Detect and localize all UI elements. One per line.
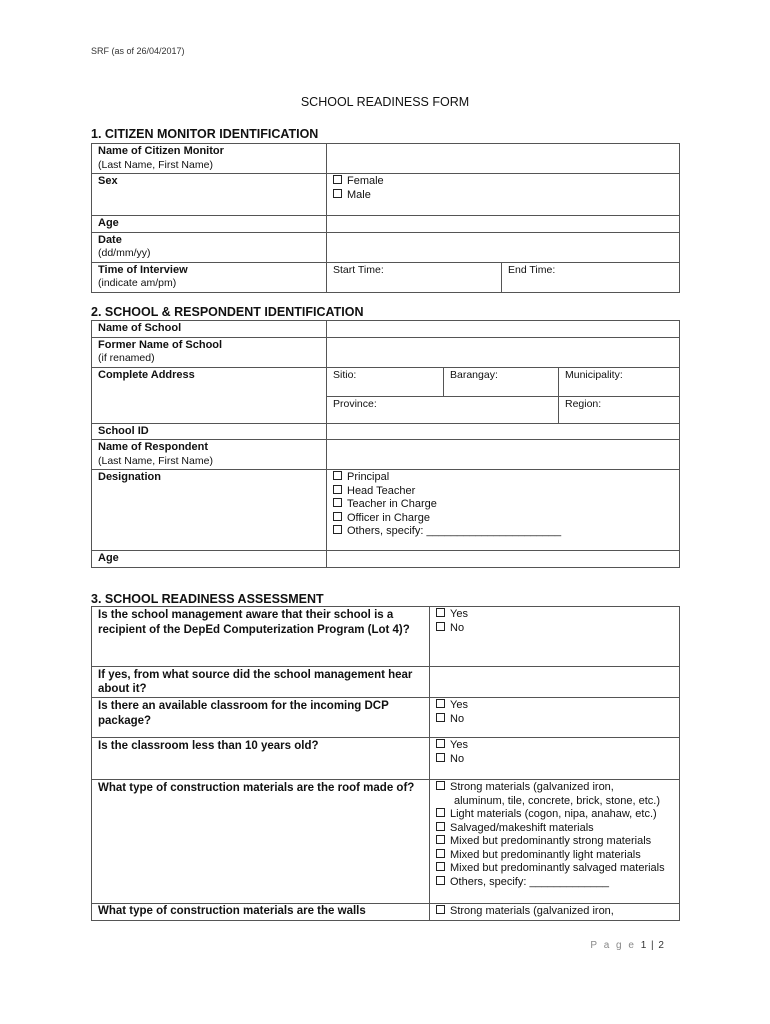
q1-text: Is the school management aware that their school is a recipient of the DepEd Computerization Program (Lot 4)? bbox=[92, 607, 430, 667]
checkbox-icon[interactable] bbox=[333, 525, 342, 534]
checkbox-icon[interactable] bbox=[436, 862, 445, 871]
q5-mixed-strong[interactable]: Mixed but predominantly strong materials bbox=[436, 835, 673, 849]
checkbox-icon[interactable] bbox=[436, 739, 445, 748]
designation-officer-in-charge[interactable]: Officer in Charge bbox=[333, 512, 673, 526]
school-respondent-table bbox=[91, 320, 680, 568]
q6-text: What type of construction materials are the walls bbox=[92, 904, 430, 921]
name-field[interactable] bbox=[327, 144, 680, 174]
page-number bbox=[590, 940, 665, 951]
checkbox-icon[interactable] bbox=[436, 753, 445, 762]
former-name-field[interactable] bbox=[327, 337, 680, 367]
checkbox-icon[interactable] bbox=[436, 905, 445, 914]
date-sub: (dd/mm/yy) bbox=[98, 247, 151, 259]
q5-mixed-salvaged[interactable]: Mixed but predominantly salvaged materials bbox=[436, 862, 673, 876]
checkbox-icon[interactable] bbox=[333, 498, 342, 507]
q2-text: If yes, from what source did the school management hear about it? bbox=[92, 667, 430, 698]
q5-light[interactable]: Light materials (cogon, nipa, anahaw, etc.) bbox=[436, 808, 673, 822]
sitio-field[interactable]: Sitio: bbox=[327, 367, 444, 396]
time-label: Time of Interview bbox=[98, 263, 188, 276]
q3-yes[interactable]: Yes bbox=[436, 699, 673, 713]
respondent-age-field[interactable] bbox=[327, 551, 680, 568]
section1-heading: 1. CITIZEN MONITOR IDENTIFICATION bbox=[91, 127, 319, 141]
respondent-label: Name of Respondent bbox=[98, 441, 209, 453]
q5-text: What type of construction materials are the roof made of? bbox=[92, 780, 430, 904]
school-id-field[interactable] bbox=[327, 423, 680, 440]
page-label: P a g e bbox=[590, 940, 636, 951]
checkbox-icon[interactable] bbox=[436, 822, 445, 831]
citizen-monitor-table bbox=[91, 143, 680, 293]
q1-yes[interactable]: Yes bbox=[436, 608, 673, 622]
address-label: Complete Address bbox=[98, 368, 195, 381]
q1-no[interactable]: No bbox=[436, 622, 673, 636]
sex-female-option[interactable]: Female bbox=[333, 175, 673, 189]
designation-label: Designation bbox=[98, 471, 161, 483]
former-name-label: Former Name of School bbox=[98, 338, 223, 351]
q5-strong[interactable]: Strong materials (galvanized iron, bbox=[436, 781, 673, 795]
q2-field[interactable] bbox=[430, 667, 680, 698]
barangay-field[interactable]: Barangay: bbox=[444, 367, 559, 396]
checkbox-icon[interactable] bbox=[333, 175, 342, 184]
respondent-age-label: Age bbox=[98, 552, 119, 564]
province-field[interactable]: Province: bbox=[327, 396, 559, 423]
end-time-field[interactable]: End Time: bbox=[502, 262, 680, 292]
checkbox-icon[interactable] bbox=[436, 781, 445, 790]
municipality-field[interactable]: Municipality: bbox=[559, 367, 680, 396]
q4-no[interactable]: No bbox=[436, 753, 673, 767]
respondent-sub: (Last Name, First Name) bbox=[98, 454, 213, 467]
form-reference: SRF (as of 26/04/2017) bbox=[91, 46, 185, 56]
sex-male-option[interactable]: Male bbox=[333, 189, 673, 203]
name-sub: (Last Name, First Name) bbox=[98, 158, 213, 171]
school-name-field[interactable] bbox=[327, 321, 680, 338]
checkbox-icon[interactable] bbox=[333, 471, 342, 480]
school-id-label: School ID bbox=[98, 424, 149, 437]
name-label: Name of Citizen Monitor bbox=[98, 145, 224, 157]
checkbox-icon[interactable] bbox=[436, 608, 445, 617]
date-label: Date bbox=[98, 233, 122, 246]
name-label-cell bbox=[92, 144, 327, 174]
page-num: 1 | 2 bbox=[640, 940, 665, 951]
q4-yes[interactable]: Yes bbox=[436, 739, 673, 753]
respondent-field[interactable] bbox=[327, 440, 680, 470]
q5-mixed-light[interactable]: Mixed but predominantly light materials bbox=[436, 849, 673, 863]
age-label: Age bbox=[98, 217, 119, 229]
designation-head-teacher[interactable]: Head Teacher bbox=[333, 485, 673, 499]
q5-others[interactable]: Others, specify: _____________ bbox=[436, 876, 673, 890]
checkbox-icon[interactable] bbox=[436, 876, 445, 885]
designation-teacher-in-charge[interactable]: Teacher in Charge bbox=[333, 498, 673, 512]
school-name-label: Name of School bbox=[98, 322, 182, 334]
checkbox-icon[interactable] bbox=[333, 512, 342, 521]
region-field[interactable]: Region: bbox=[559, 396, 680, 423]
q3-no[interactable]: No bbox=[436, 713, 673, 727]
checkbox-icon[interactable] bbox=[436, 713, 445, 722]
designation-principal[interactable]: Principal bbox=[333, 471, 673, 485]
sex-label: Sex bbox=[98, 175, 118, 187]
checkbox-icon[interactable] bbox=[436, 699, 445, 708]
checkbox-icon[interactable] bbox=[436, 849, 445, 858]
q3-text: Is there an available classroom for the incoming DCP package? bbox=[92, 698, 430, 738]
q6-strong[interactable]: Strong materials (galvanized iron, bbox=[436, 905, 673, 919]
readiness-assessment-table bbox=[91, 606, 680, 921]
time-sub: (indicate am/pm) bbox=[98, 277, 177, 289]
former-name-sub: (if renamed) bbox=[98, 352, 155, 364]
form-title: SCHOOL READINESS FORM bbox=[300, 95, 470, 109]
checkbox-icon[interactable] bbox=[436, 835, 445, 844]
q5-strong-cont: aluminum, tile, concrete, brick, stone, etc.) bbox=[454, 794, 661, 807]
start-time-field[interactable]: Start Time: bbox=[327, 262, 502, 292]
q4-text: Is the classroom less than 10 years old? bbox=[92, 738, 430, 780]
checkbox-icon[interactable] bbox=[436, 808, 445, 817]
checkbox-icon[interactable] bbox=[436, 622, 445, 631]
section3-heading: 3. SCHOOL READINESS ASSESSMENT bbox=[91, 592, 324, 606]
checkbox-icon[interactable] bbox=[333, 485, 342, 494]
designation-others[interactable]: Others, specify: ______________________ bbox=[333, 525, 673, 539]
q5-salvaged[interactable]: Salvaged/makeshift materials bbox=[436, 822, 673, 836]
checkbox-icon[interactable] bbox=[333, 189, 342, 198]
date-field[interactable] bbox=[327, 232, 680, 262]
age-field[interactable] bbox=[327, 216, 680, 233]
section2-heading: 2. SCHOOL & RESPONDENT IDENTIFICATION bbox=[91, 305, 364, 319]
